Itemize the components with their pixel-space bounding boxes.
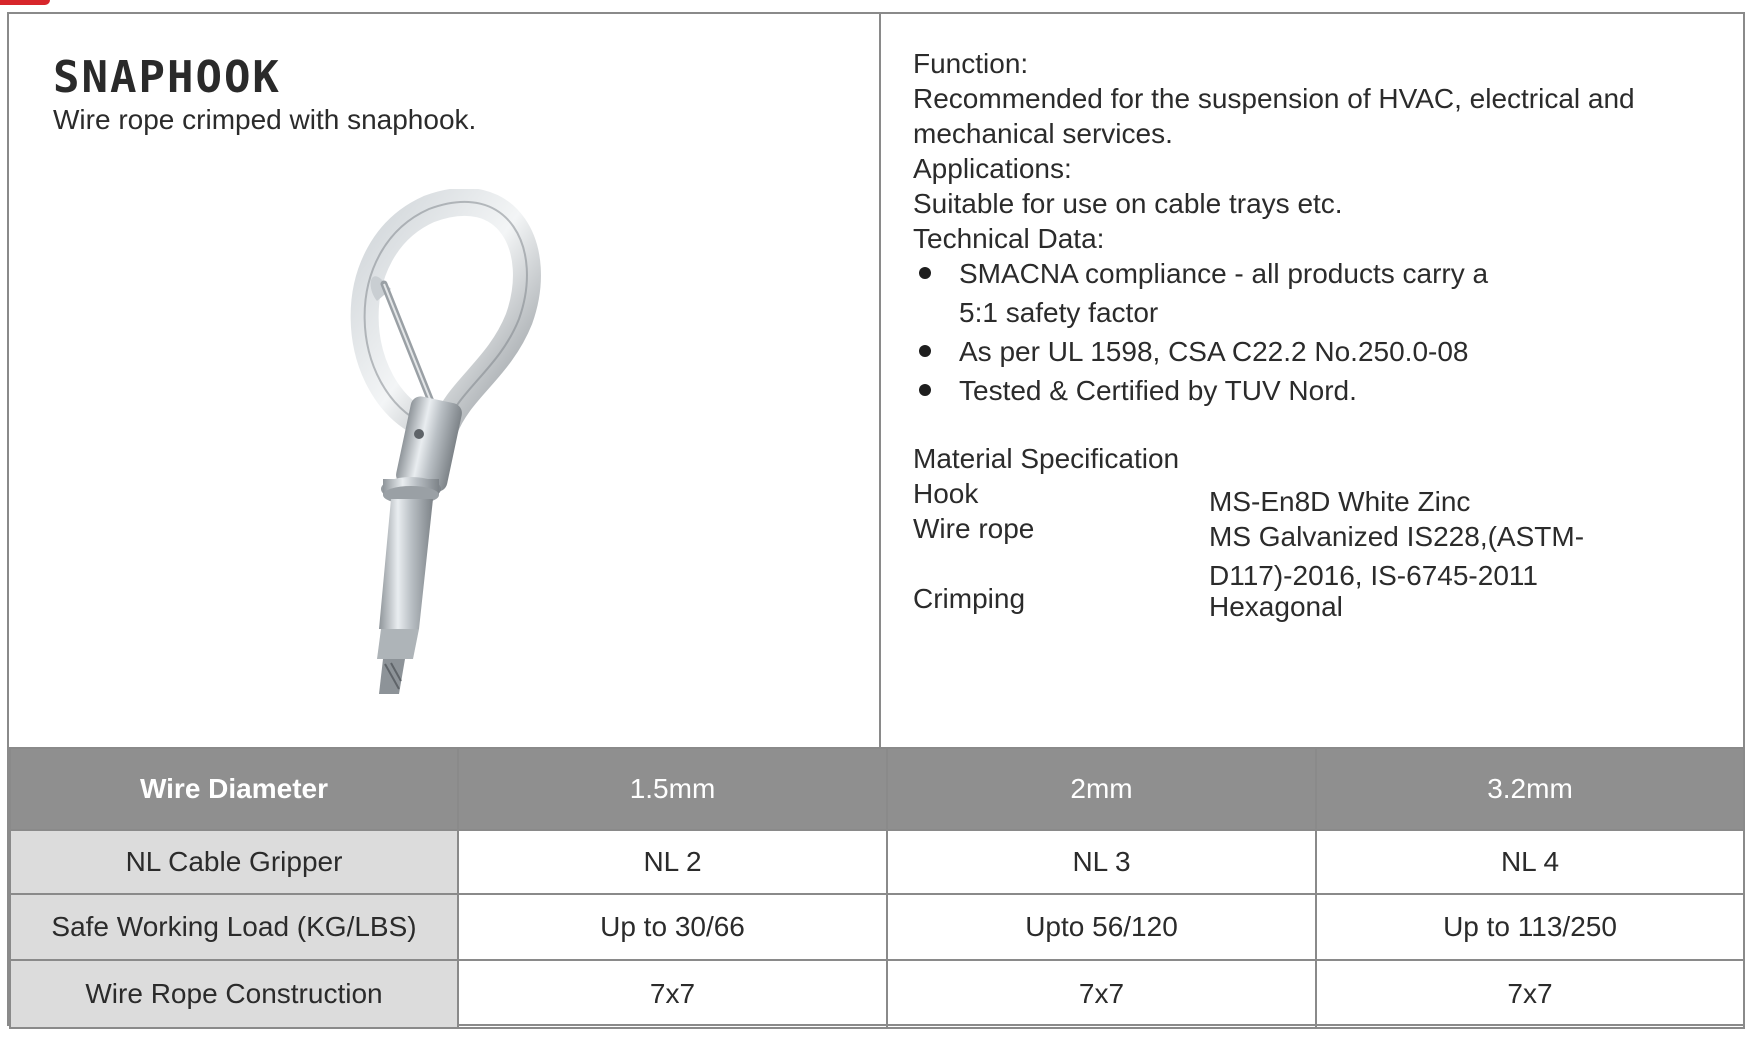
snaphook-illustration <box>339 189 639 749</box>
material-value-hook: MS-En8D White Zinc <box>1209 486 1471 517</box>
material-value-crimping: Hexagonal <box>1209 591 1343 622</box>
applications-text: Suitable for use on cable trays etc. <box>913 188 1343 219</box>
product-overview <box>9 14 879 747</box>
material-value-wire-rope: MS Galvanized IS228,(ASTM-D117)-2016, IS-6745-2011 <box>1209 521 1585 591</box>
applications-heading: Applications: <box>913 153 1072 184</box>
list-item <box>913 371 1533 410</box>
material-label-wire-rope: Wire rope <box>913 513 1035 544</box>
table-row <box>10 830 1744 894</box>
function-text-line1: Recommended for the suspension of HVAC, electrical and <box>913 83 1635 114</box>
function-heading: Function: <box>913 48 1029 79</box>
technical-point: SMACNA compliance - all products carry a 5:1 safety factor <box>959 258 1489 328</box>
technical-list <box>913 254 1533 410</box>
table-cell: NL 2 <box>458 830 887 894</box>
table-cell: NL 3 <box>887 830 1316 894</box>
material-label-hook: Hook <box>913 478 979 509</box>
product-subtitle: Wire rope crimped with snaphook. <box>53 104 477 135</box>
table-header-cell: Wire Diameter <box>10 748 458 830</box>
function-text-line2: mechanical services. <box>913 118 1173 149</box>
table-cell: NL 4 <box>1316 830 1744 894</box>
material-heading: Material Specification <box>913 443 1180 474</box>
table-header-row <box>10 748 1744 830</box>
table-cell: Upto 56/120 <box>887 894 1316 960</box>
table-header-cell: 1.5mm <box>458 748 887 830</box>
table-row-label: Safe Working Load (KG/LBS) <box>10 894 458 960</box>
table-cell: Up to 113/250 <box>1316 894 1744 960</box>
technical-heading: Technical Data: <box>913 223 1105 254</box>
bullet-icon <box>919 345 931 357</box>
technical-point: As per UL 1598, CSA C22.2 No.250.0-08 <box>959 336 1469 367</box>
table-row <box>10 894 1744 960</box>
table-cell: 7x7 <box>887 960 1316 1028</box>
table-header-cell: 3.2mm <box>1316 748 1744 830</box>
brand-tab <box>0 0 50 5</box>
bullet-icon <box>919 384 931 396</box>
table-cell: Up to 30/66 <box>458 894 887 960</box>
table-row-label: NL Cable Gripper <box>10 830 458 894</box>
list-item <box>913 332 1533 371</box>
table-header-cell: 2mm <box>887 748 1316 830</box>
bullet-icon <box>919 267 931 279</box>
material-label-crimping: Crimping <box>913 583 1026 614</box>
technical-point: Tested & Certified by TUV Nord. <box>959 375 1357 406</box>
table-row <box>10 960 1744 1028</box>
table-cell: 7x7 <box>458 960 887 1028</box>
specification-table <box>9 747 1745 1029</box>
product-datasheet <box>7 12 1745 1026</box>
table-row-label: Wire Rope Construction <box>10 960 458 1028</box>
table-cell: 7x7 <box>1316 960 1744 1028</box>
product-title: SNAPHOOK <box>53 52 281 103</box>
product-description <box>881 14 1745 747</box>
list-item <box>913 254 1533 332</box>
